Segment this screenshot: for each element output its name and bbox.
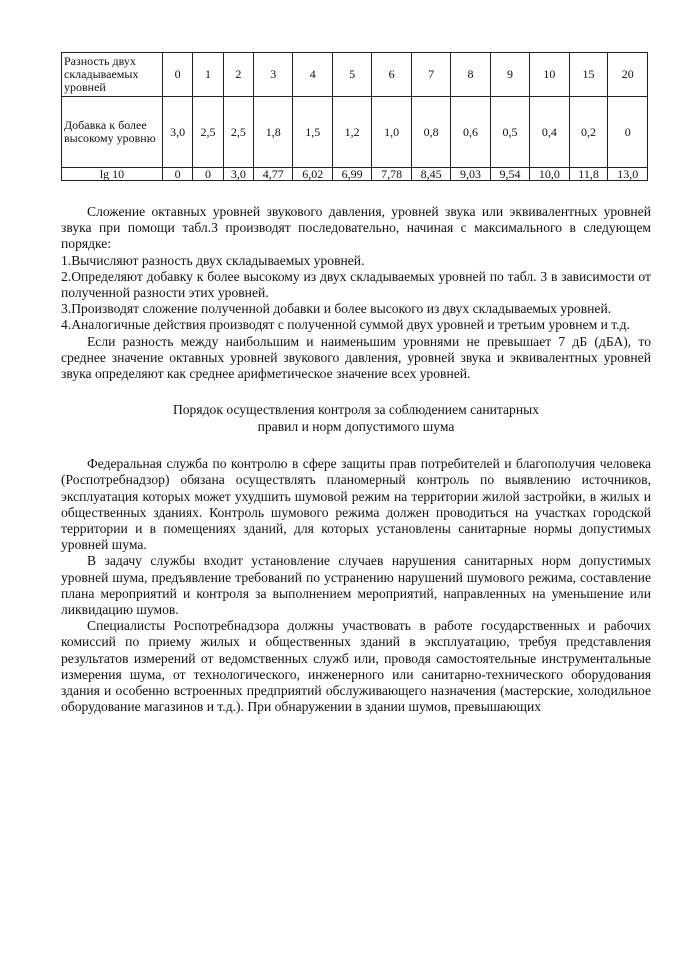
paragraph-specialists: Специалисты Роспотребнадзора должны участвовать в работе государственных и рабочих комиссий по приему жилых и общественных зданий в эксплуатацию, требуя представления результатов измерений от ведомственных служб или, проводя самостоятельные инструментальные измерения шума, от технологического, инженерного или санитарно-технического оборудования здания и особенно встроенных предприятий обслуживающего назначения (мастерские, холодильное оборудование магазинов и т.д.). При обнаружении в здании шумов, превышающих: [61, 618, 651, 715]
table-cell: 0,8: [411, 97, 450, 168]
row-header-lg10: lg 10: [62, 168, 163, 181]
table-cell: 0: [193, 168, 223, 181]
paragraph-summation-intro: Сложение октавных уровней звукового давления, уровней звука или эквивалентных уровней звука при помощи табл.3 производят последовательно, начиная с максимального в следующем порядке:: [61, 204, 651, 252]
table-cell: 11,8: [569, 168, 608, 181]
table-cell: 7: [411, 53, 450, 97]
row-header-level-difference: Разность двух складываемых уровней: [62, 53, 163, 97]
table-cell: 1,5: [293, 97, 332, 168]
paragraph-federal-service: Федеральная служба по контролю в сфере защиты прав потребителей и благополучия человека (Роспотребнадзор) обязана осуществлять планомерный контроль по выявлению источников, эксплуатация которых может ухудшить шумовой режим на территории жилой застройки, в жилых и общественных зданиях. Контроль шумового режима должен проводиться на участках городской территории и в помещениях зданий, для которых установлены санитарные нормы допустимых уровней шума.: [61, 456, 651, 553]
paragraph-service-tasks: В задачу службы входит установление случаев нарушения санитарных норм допустимых уровней шума, предъявление требований по устранению нарушений шумового режима, составление плана мероприятий и контроля за выполнением мероприятий, направленных на уменьшение или ликвидацию шумов.: [61, 553, 651, 618]
heading-line-1: Порядок осуществления контроля за соблюдением санитарных: [172, 402, 540, 418]
table-cell: 2,5: [223, 97, 253, 168]
table-cell: 15: [569, 53, 608, 97]
table-cell: 9: [490, 53, 529, 97]
section-heading: [61, 401, 651, 435]
table-cell: 2: [223, 53, 253, 97]
table-cell: 7,78: [372, 168, 411, 181]
table-cell: 0,5: [490, 97, 529, 168]
table-cell: 9,03: [451, 168, 490, 181]
table-cell: 1,8: [254, 97, 293, 168]
document-page: [61, 52, 651, 715]
table-row-lg10: [62, 168, 648, 181]
table-cell: 10,0: [530, 168, 569, 181]
table-cell: 0,2: [569, 97, 608, 168]
table-cell: 9,54: [490, 168, 529, 181]
table-cell: 8: [451, 53, 490, 97]
table-cell: 0: [163, 53, 193, 97]
table-cell: 6: [372, 53, 411, 97]
table-cell: 3,0: [223, 168, 253, 181]
table-cell: 4: [293, 53, 332, 97]
table-row-addition: [62, 97, 648, 168]
table-cell: 1,2: [332, 97, 371, 168]
table-cell: 0: [163, 168, 193, 181]
table-cell: 3,0: [163, 97, 193, 168]
level-addition-table: [61, 52, 648, 181]
table-cell: 1,0: [372, 97, 411, 168]
table-cell: 13,0: [608, 168, 648, 181]
body-text: [61, 204, 651, 715]
table-cell: 20: [608, 53, 648, 97]
table-cell: 6,99: [332, 168, 371, 181]
paragraph-average-rule: Если разность между наибольшим и наименьшим уровнями не превышает 7 дБ (дБА), то среднее значение октавных уровней звукового давления, уровней звука и эквивалентных уровней звука определяют как среднее арифметическое значение всех уровней.: [61, 333, 651, 382]
table-cell: 0: [608, 97, 648, 168]
table-cell: 2,5: [193, 97, 223, 168]
heading-line-2: правил и норм допустимого шума: [257, 419, 455, 435]
table-cell: 0,4: [530, 97, 569, 168]
table-cell: 0,6: [451, 97, 490, 168]
table-cell: 10: [530, 53, 569, 97]
step-1: 1.Вычисляют разность двух складываемых уровней.: [61, 252, 365, 268]
table-cell: 3: [254, 53, 293, 97]
table-row-level-difference: [62, 53, 648, 97]
step-3: 3.Производят сложение полученной добавки и более высокого из двух складываемых уровней.: [61, 301, 612, 317]
table-cell: 6,02: [293, 168, 332, 181]
row-header-addition: Добавка к более высокому уровню: [62, 97, 163, 168]
step-4: 4.Аналогичные действия производят с полученной суммой двух уровней и третьим уровнем и т.д.: [61, 317, 630, 333]
table-cell: 8,45: [411, 168, 450, 181]
table-cell: 1: [193, 53, 223, 97]
table-cell: 4,77: [254, 168, 293, 181]
table-cell: 5: [332, 53, 371, 97]
step-2: 2.Определяют добавку к более высокому из двух складываемых уровней по табл. 3 в зависимости от полученной разности этих уровней.: [61, 268, 651, 301]
